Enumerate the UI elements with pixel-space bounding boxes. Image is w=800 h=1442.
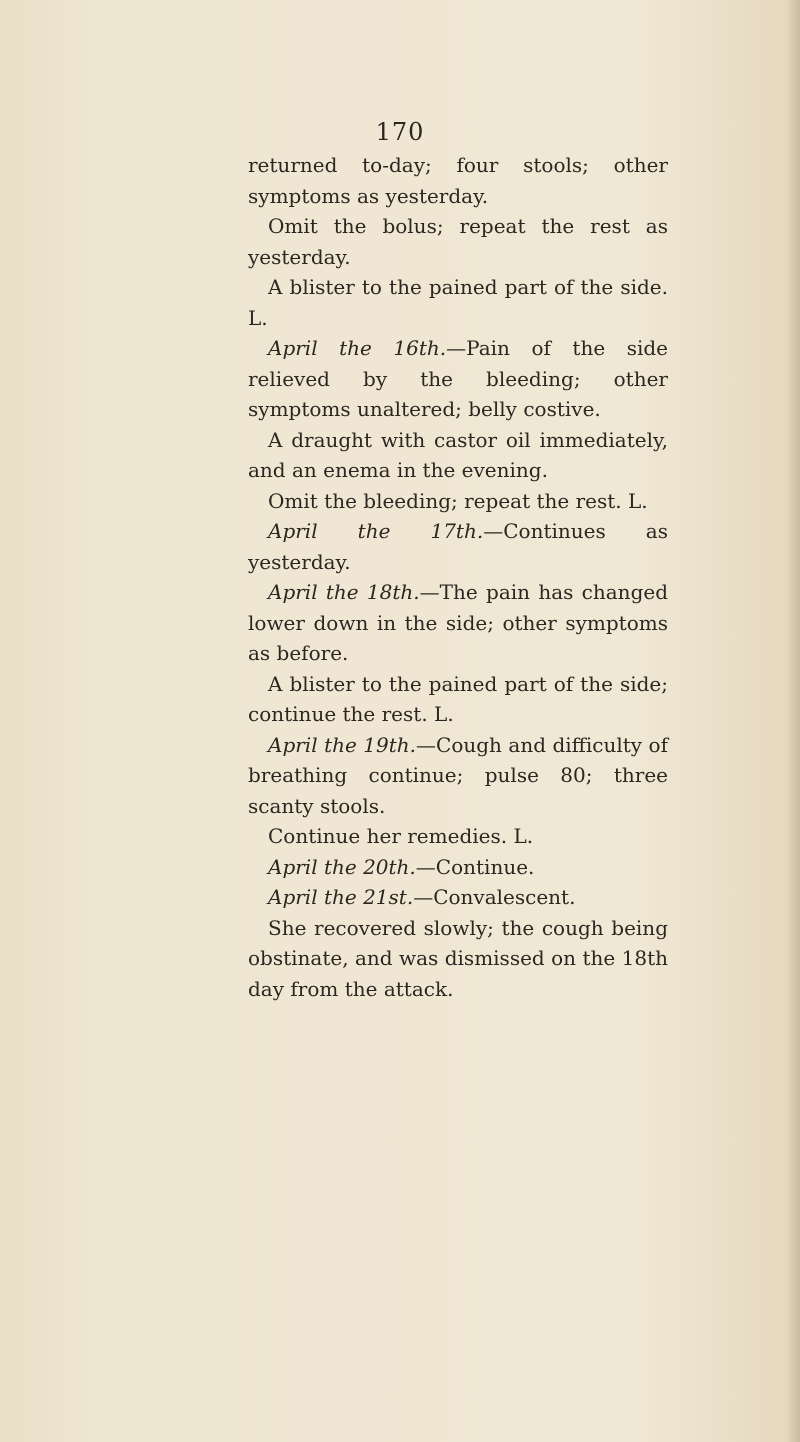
paragraph (248, 669, 668, 730)
paragraph-text: A blister to the pained part of the side; continue the rest. L. (248, 671, 668, 726)
entry-date: April the 16th. (268, 336, 447, 360)
paragraph (248, 150, 668, 211)
paragraph (248, 486, 668, 517)
page-number: 170 (375, 118, 425, 146)
paragraph-text: —Convalescent. (413, 885, 576, 909)
paragraph (248, 730, 668, 822)
paragraph-text: —Cough and difficulty of breathing continue; pulse 80; three scanty stools. (248, 732, 668, 818)
paragraph-text: A draught with castor oil immediately, and an enema in the evening. (248, 427, 668, 482)
paragraph-text: Continue her remedies. L. (268, 824, 534, 848)
paragraph (248, 852, 668, 883)
body-text (248, 150, 668, 1004)
entry-date: April the 19th. (268, 732, 417, 757)
paragraph-text: She recovered slowly; the cough being obstinate, and was dismissed on the 18th day from the attack. (248, 915, 668, 1001)
paragraph-text: —Pain of the side relieved by the bleeding; other symptoms unaltered; belly costive. (248, 336, 669, 421)
entry-date: April the 20th. (268, 854, 416, 879)
page-edge-shadow (786, 0, 800, 1442)
paragraph (248, 821, 668, 852)
paragraph-text: —The pain has changed lower down in the side; other symptoms as before. (248, 580, 669, 665)
paragraph (248, 211, 668, 272)
entry-date: April the 17th. (268, 519, 484, 543)
paragraph (248, 425, 668, 486)
entry-date: April the 18th. (268, 580, 420, 604)
paragraph (248, 913, 668, 1005)
paragraph (248, 516, 668, 577)
paragraph-text: A blister to the pained part of the side. L. (248, 275, 668, 330)
entry-date: April the 21st. (268, 885, 414, 909)
paragraph (248, 577, 668, 669)
paragraph-text: returned to-day; four stools; other symptoms as yesterday. (248, 153, 668, 208)
paragraph (248, 333, 668, 425)
paragraph-text: Omit the bleeding; repeat the rest. L. (268, 488, 648, 513)
paragraph (248, 272, 668, 333)
paragraph-text: —Continues as yesterday. (248, 519, 668, 574)
paragraph-text: —Continue. (415, 854, 535, 879)
paragraph (248, 882, 668, 913)
paragraph-text: Omit the bolus; repeat the rest as yesterday. (248, 214, 668, 269)
